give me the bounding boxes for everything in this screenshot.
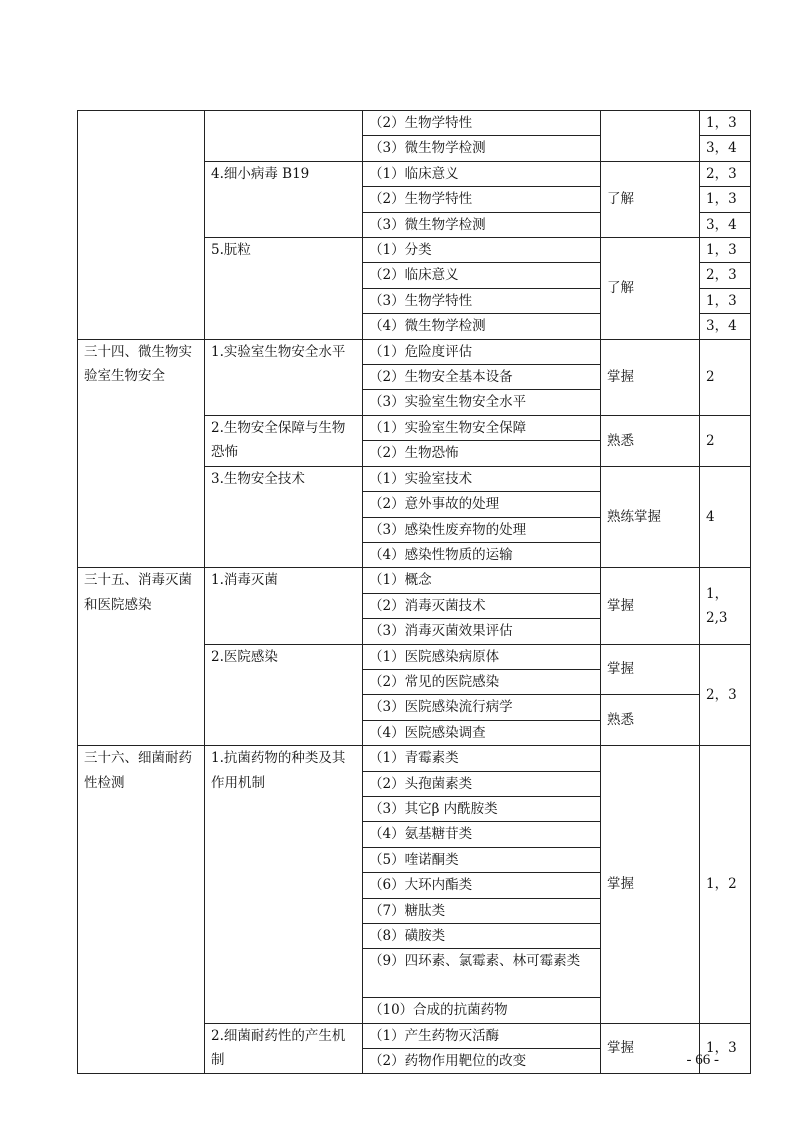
item-cell: （2）生物学特性: [363, 111, 601, 136]
item-cell: （2）生物安全基本设备: [363, 365, 601, 390]
item-cell: （4）感染性物质的运输: [363, 542, 601, 567]
requirement-cell: 熟悉: [601, 415, 700, 466]
requirement-cell: 掌握: [601, 746, 700, 1023]
item-cell: （3）消毒灭菌效果评估: [363, 619, 601, 644]
requirement-cell: 掌握: [601, 1023, 700, 1074]
unit-cell: 1，3: [700, 238, 751, 263]
item-cell: （1）青霉素类: [363, 746, 601, 771]
unit-cell: 2，3: [700, 161, 751, 186]
item-cell: （4）氨基糖苷类: [363, 822, 601, 847]
item-cell: （1）产生药物灭活酶: [363, 1023, 601, 1048]
item-cell: （3）实验室生物安全水平: [363, 390, 601, 415]
item-cell: （1）医院感染病原体: [363, 644, 601, 669]
item-cell: （2）生物恐怖: [363, 441, 601, 466]
unit-cell: 1，3: [700, 111, 751, 136]
topic-cell: 3.生物安全技术: [205, 466, 363, 568]
item-cell: （2）临床意义: [363, 263, 601, 288]
unit-cell: 1，3: [700, 1023, 751, 1074]
topic-cell: [205, 111, 363, 162]
unit-cell: 2，3: [700, 644, 751, 746]
unit-cell: 2: [700, 339, 751, 415]
table-row: [78, 339, 751, 364]
section-cell: 三十五、消毒灭菌和医院感染: [78, 568, 205, 746]
table-row: [78, 111, 751, 136]
table-row: [78, 746, 751, 771]
item-cell: （3）微生物学检测: [363, 136, 601, 161]
topic-cell: 1.实验室生物安全水平: [205, 339, 363, 415]
requirement-cell: 熟练掌握: [601, 466, 700, 568]
item-cell: （2）药物作用靶位的改变: [363, 1049, 601, 1074]
requirement-cell: 掌握: [601, 644, 700, 695]
item-cell: （1）概念: [363, 568, 601, 593]
requirement-cell: 了解: [601, 238, 700, 340]
item-cell: （5）喹诺酮类: [363, 847, 601, 872]
item-cell: （2）生物学特性: [363, 187, 601, 212]
item-cell: （3）其它β 内酰胺类: [363, 796, 601, 821]
unit-cell: 1，3: [700, 288, 751, 313]
section-cell: 三十六、细菌耐药性检测: [78, 746, 205, 1074]
section-cell: 三十四、微生物实验室生物安全: [78, 339, 205, 568]
topic-cell: 2.生物安全保障与生物恐怖: [205, 415, 363, 466]
item-cell: （2）意外事故的处理: [363, 492, 601, 517]
item-cell: （3）生物学特性: [363, 288, 601, 313]
item-cell: （4）医院感染调查: [363, 720, 601, 745]
unit-cell: 4: [700, 466, 751, 568]
item-cell: （1）临床意义: [363, 161, 601, 186]
table-row: [78, 568, 751, 593]
topic-cell: 5.朊粒: [205, 238, 363, 340]
requirement-cell: 掌握: [601, 568, 700, 644]
item-cell: （1）分类: [363, 238, 601, 263]
topic-cell: 1.消毒灭菌: [205, 568, 363, 644]
requirement-cell: 了解: [601, 161, 700, 237]
item-cell: （6）大环内酯类: [363, 873, 601, 898]
item-cell: （1）实验室技术: [363, 466, 601, 491]
unit-cell: 2: [700, 415, 751, 466]
unit-cell: 3，4: [700, 212, 751, 237]
requirement-cell: [601, 111, 700, 162]
item-cell: （7）糖肽类: [363, 898, 601, 923]
unit-cell: 1，2: [700, 746, 751, 1023]
unit-cell: 3，4: [700, 314, 751, 339]
unit-cell: 3，4: [700, 136, 751, 161]
item-cell: （2）头孢菌素类: [363, 771, 601, 796]
syllabus-table: [77, 110, 751, 1074]
topic-cell: 2.细菌耐药性的产生机制: [205, 1023, 363, 1074]
item-cell: （8）磺胺类: [363, 924, 601, 949]
section-cell: [78, 111, 205, 340]
item-cell: （3）医院感染流行病学: [363, 695, 601, 720]
item-cell: （10）合成的抗菌药物: [363, 998, 601, 1023]
item-cell: （2）常见的医院感染: [363, 669, 601, 694]
unit-cell: 1，3: [700, 187, 751, 212]
item-cell: （3）感染性废弃物的处理: [363, 517, 601, 542]
topic-cell: 1.抗菌药物的种类及其作用机制: [205, 746, 363, 1023]
item-cell: （2）消毒灭菌技术: [363, 593, 601, 618]
topic-cell: 4.细小病毒 B19: [205, 161, 363, 237]
requirement-cell: 熟悉: [601, 695, 700, 746]
item-cell: （1）实验室生物安全保障: [363, 415, 601, 440]
item-cell: （3）微生物学检测: [363, 212, 601, 237]
unit-cell: 2，3: [700, 263, 751, 288]
page-number: - 66 -: [686, 1052, 719, 1068]
item-cell: （4）微生物学检测: [363, 314, 601, 339]
topic-cell: 2.医院感染: [205, 644, 363, 746]
unit-cell: 1，2,3: [700, 568, 751, 644]
requirement-cell: 掌握: [601, 339, 700, 415]
item-cell: （9）四环素、氯霉素、林可霉素类: [363, 949, 601, 998]
item-cell: （1）危险度评估: [363, 339, 601, 364]
